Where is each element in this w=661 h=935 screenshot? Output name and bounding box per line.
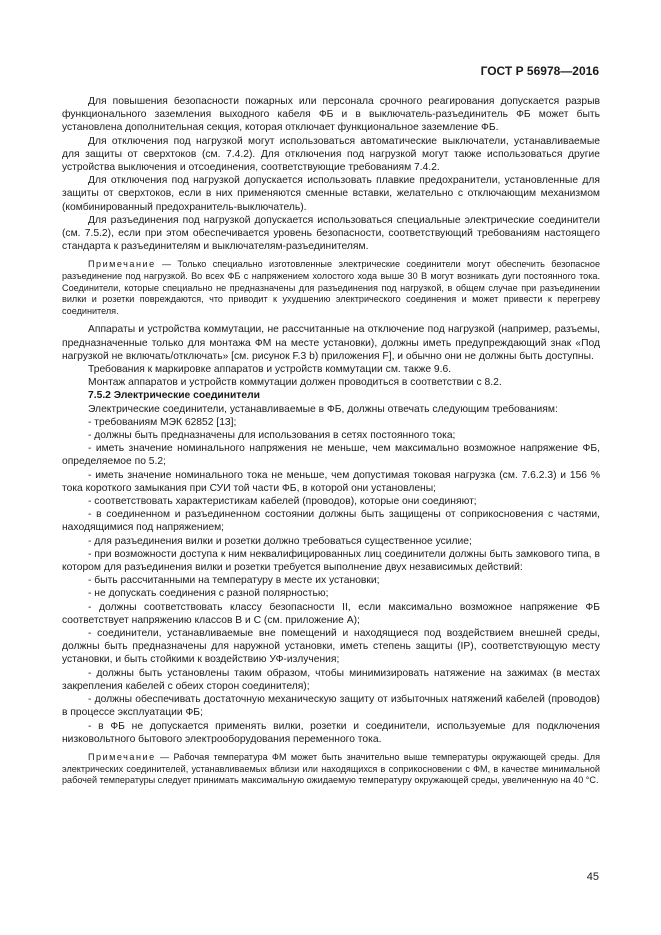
- note-text: — Только специально изготовленные электрические соединители могут обеспечить безопасное разъединение под нагрузкой. Во всех ФБ с напряжением холостого хода выше 30 В могут возникать дуги постоянного тока. Соединители, которые специально не предназначены для разъединения под нагрузкой, в общем случае при разъединении вилки и розетки повреждаются, что приводит к ухудшению электрического соединения и может привести к перегреву соединителя.: [62, 259, 600, 316]
- list-item: - в соединенном и разъединенном состоянии должны быть защищены от соприкосновения с частями, находящимися под напряжением;: [62, 509, 600, 534]
- page-body: [62, 95, 600, 787]
- paragraph: Для повышения безопасности пожарных или персонала срочного реагирования допускается разрыв функционального заземления выходного кабеля ФБ и в выключатель-разъединитель ФБ может быть установлена дополнительная секция, которая отключает функциональное заземление ФБ.: [62, 96, 600, 134]
- paragraph: Для отключения под нагрузкой могут использоваться автоматические выключатели, устанавливаемые для защиты от сверхтоков (см. 7.4.2). Для отключения под нагрузкой могут также использоваться другие устройства выключения и отсоединения, соответствующие требованиям 7.4.2.: [62, 135, 600, 174]
- list-item: - при возможности доступа к ним неквалифицированных лиц соединители должны быть замкового типа, в котором для разъединения вилки и розетки требуется выполнение двух независимых действий:: [62, 548, 600, 574]
- section-intro: Электрические соединители, устанавливаемые в ФБ, должны отвечать следующим требованиям:: [88, 403, 558, 415]
- list-item: - должны соответствовать классу безопасности II, если максимально возможное напряжение ФБ соответствует напряжению классов В и С (см. приложение А);: [62, 601, 600, 626]
- list-item: - должны обеспечивать достаточную механическую защиту от избыточных натяжений кабелей (проводов) в процессе эксплуатации ФБ;: [62, 694, 600, 719]
- section-heading: 7.5.2 Электрические соединители: [88, 390, 260, 402]
- list-item: - иметь значение номинального напряжения не меньше, чем максимально возможное напряжение ФБ, определяемое по 5.2;: [62, 443, 600, 468]
- note-text: — Рабочая температура ФМ может быть значительно выше температуры окружающей среды. Для электрических соединителей, устанавливаемых вблизи или находящихся в соприкосновении с ФМ, в качестве минимальной рабочей температуры следует принимать максимальную ожидаемую температуру окружающей среды, увеличенную на 40 °С.: [62, 751, 600, 786]
- page-number: 45: [586, 871, 599, 883]
- standard-header: ГОСТ Р 56978—2016: [480, 64, 599, 78]
- list-item: - не допускать соединения с разной полярностью;: [88, 588, 329, 600]
- paragraph: Для разъединения под нагрузкой допускается использоваться специальные электрические соединители (см. 7.5.2), если при этом обеспечивается уровень безопасности, соответствующий требованиям настоящего стандарта к разъединителям и выключателям-разъединителям.: [62, 214, 600, 253]
- note-label: Примечание: [88, 259, 156, 270]
- list-item: - иметь значение номинального тока не меньше, чем допустимая токовая нагрузка (см. 7.6.2.3) и 156 % тока короткого замыкания при СУИ той части ФБ, в которой они установлены;: [62, 469, 600, 494]
- note: [62, 259, 600, 317]
- list-item: - соединители, устанавливаемые вне помещений и находящиеся под воздействием внешней среды, должны быть предназначены для наружной установки, иметь степень защиты (IP), соответствующую месту установки, и быть стойкими к воздействию УФ-излучения;: [62, 628, 600, 666]
- list-item: - соответствовать характеристикам кабелей (проводов), которые они соединяют;: [88, 496, 477, 508]
- list-item: - требованиям МЭК 62852 [13];: [88, 416, 237, 428]
- paragraph: Аппараты и устройства коммутации, не рассчитанные на отключение под нагрузкой (например, разъемы, предназначенные только для монтажа ФМ на месте установки), должны иметь предупреждающий знак «Под нагрузкой не включать/отключать» [см. рисунок F.3 b) приложения F], и обычно они не должны быть доступны.: [62, 324, 600, 362]
- list-item: - для разъединения вилки и розетки должно требоваться существенное усилие;: [88, 535, 472, 547]
- paragraph: Для отключения под нагрузкой допускается использовать плавкие предохранители, установленные для защиты от сверхтоков, если в них применяются сменные вставки, желательно с отключающим механизмом (комбинированный предохранитель-выключатель).: [62, 175, 600, 213]
- list-item: - должны быть предназначены для использования в сетях постоянного тока;: [88, 430, 456, 442]
- list-item: - в ФБ не допускается применять вилки, розетки и соединители, используемые для подключения низковольтного бытового электрооборудования переменного тока.: [62, 720, 600, 745]
- list-item: - быть рассчитанными на температуру в месте их установки;: [88, 575, 380, 587]
- paragraph: Требования к маркировке аппаратов и устройств коммутации см. также 9.6.: [88, 364, 452, 376]
- list-item: - должны быть установлены таким образом, чтобы минимизировать натяжение на зажимах (в местах закрепления кабелей с обеих сторон соединителя);: [62, 667, 600, 692]
- paragraph: Монтаж аппаратов и устройств коммутации должен проводиться в соответствии с 8.2.: [88, 377, 502, 389]
- note: [62, 752, 600, 787]
- note-label: Примечание: [88, 751, 156, 762]
